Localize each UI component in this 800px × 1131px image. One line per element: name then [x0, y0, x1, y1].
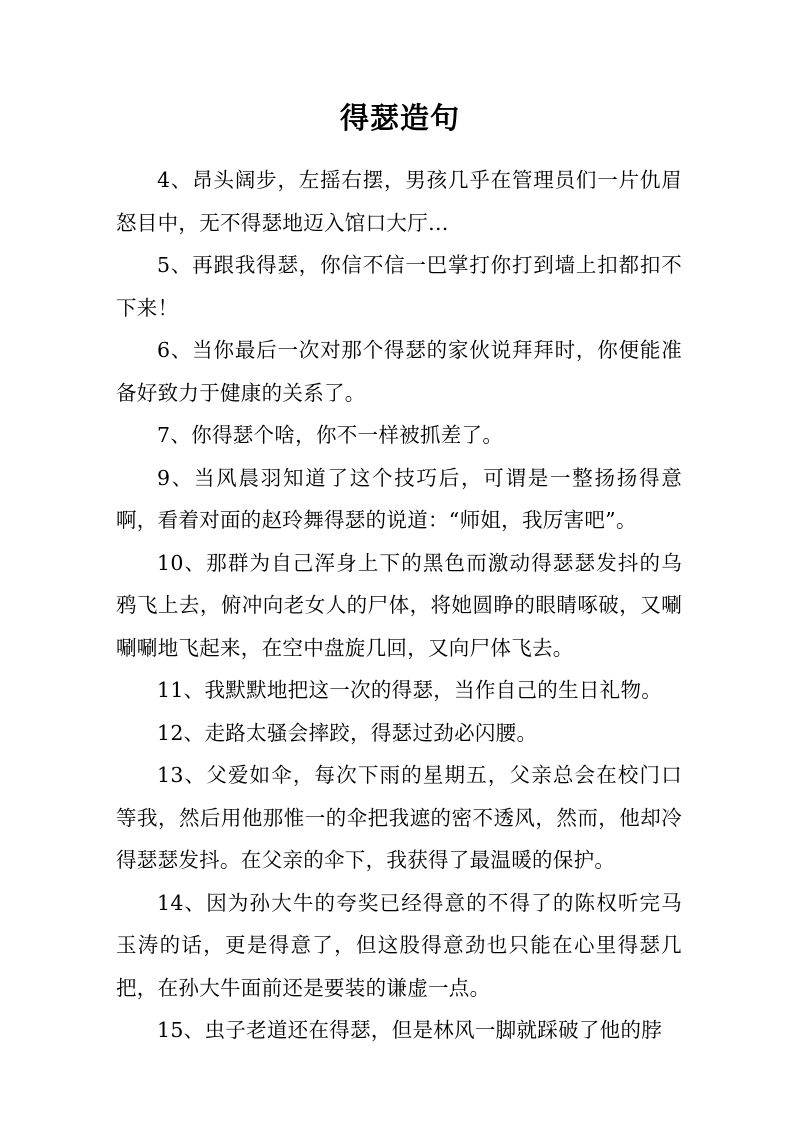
paragraph-14: 14、因为孙大牛的夸奖已经得意的不得了的陈权听完马玉涛的话，更是得意了，但这股得意劲也只能在心里得瑟几把，在孙大牛面前还是要装的谦虚一点。: [116, 890, 682, 1000]
paragraph-11: 11、我默默地把这一次的得瑟，当作自己的生日礼物。: [157, 678, 663, 702]
paragraph-7: 7、你得瑟个啥，你不一样被抓差了。: [157, 423, 504, 447]
document-body: [116, 159, 682, 1052]
paragraph-15: 15、虫子老道还在得瑟，但是林风一脚就踩破了他的脖: [157, 1018, 663, 1042]
paragraph-12: 12、走路太骚会摔跤，得瑟过劲必闪腰。: [157, 720, 538, 745]
paragraph-5: 5、再跟我得瑟，你信不信一巴掌打你打到墙上扣都扣不下来！: [116, 253, 682, 320]
paragraph-13: 13、父爱如伞，每次下雨的星期五，父亲总会在校门口等我，然后用他那惟一的伞把我遮的密不透风，然而，他却冷得瑟瑟发抖。在父亲的伞下，我获得了最温暖的保护。: [116, 763, 682, 872]
paragraph-4: 4、昂头阔步，左摇右摆，男孩几乎在管理员们一片仇眉怒目中，无不得瑟地迈入馆口大厅…: [116, 168, 682, 235]
paragraph-9: 9、当风晨羽知道了这个技巧后，可谓是一整扬扬得意啊，看着对面的赵玲舞得瑟的说道：“师姐，我厉害吧”。: [116, 465, 682, 532]
document-title: 得瑟造句: [339, 101, 460, 135]
paragraph-10: 10、那群为自己浑身上下的黑色而激动得瑟瑟发抖的乌鸦飞上去，俯冲向老女人的尸体，将她圆睁的眼睛啄破，又唰唰唰地飞起来，在空中盘旋几回，又向尸体飞去。: [116, 550, 682, 660]
paragraph-6: 6、当你最后一次对那个得瑟的家伙说拜拜时，你便能准备好致力于健康的关系了。: [116, 338, 682, 405]
